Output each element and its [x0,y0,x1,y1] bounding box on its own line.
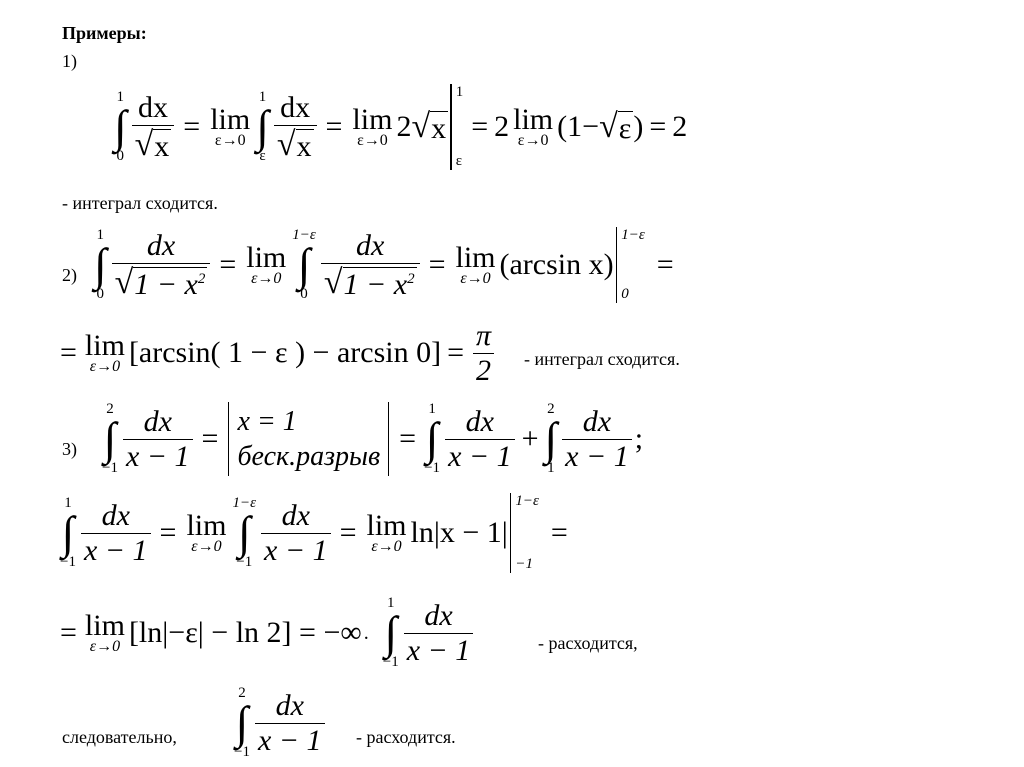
sqrt-epsilon: √ ε [599,108,632,145]
integral-sign: 1 ∫ −1 [382,595,399,670]
integral-sign: 2 ∫ 1 [544,401,558,476]
equals: = [550,516,568,549]
arcsin-expression: (arcsin x) [499,248,614,281]
ln-expression: ln|x − 1| [410,516,508,549]
coefficient: 2 [396,110,412,143]
fraction-dx-sqrtx: dx √ x [132,93,175,162]
integral-sign: 1−ε ∫ 0 [292,227,316,302]
equals: = [471,110,489,143]
fraction-dx-x-1: $\frac{dx}{x - 1}$ [255,691,325,756]
limit: lim ε→0 [513,103,554,149]
integral-sign: 1 ∫ −1 [60,495,76,570]
period: . [363,622,369,644]
equals: = [325,110,343,143]
expression: ) [633,110,644,143]
fraction-dx-sqrt: dx √ $1 - x^2$ [321,231,420,300]
example-2-formula-line-1 [92,222,684,308]
sqrt-x: √ x [411,108,447,145]
equals: = [219,248,237,281]
conclusion-formula [232,680,328,766]
example-3-number: 3) [62,439,77,459]
example-1-note: - интеграл сходится. [62,193,218,213]
limit: lim ε→0 [455,241,496,287]
plus: + [521,422,539,455]
result: 2 [672,110,688,143]
fraction-dx-x-1: $\frac{dx}{x - 1}$ [261,501,331,566]
equals: = [656,248,674,281]
limit: lim ε→0 [210,103,251,149]
example-1-formula [112,82,687,172]
equals: = [447,336,465,369]
example-3-formula-line-1 [100,394,643,484]
expression: (1− [557,110,600,143]
integral-sign: 1 ∫ ε [256,89,269,164]
title: Примеры: [62,23,147,43]
fraction-dx-x-1: $\frac{dx}{x - 1}$ [123,407,193,472]
ln-difference: [ln|−ε| − ln 2] = −∞ [128,616,362,649]
conclusion-text: следовательно, [62,727,177,747]
substitution-bar: 1 ε [450,84,463,170]
substitution-bar: 1−ε 0 [616,227,645,303]
equals: = [159,516,177,549]
example-3-formula-line-3 [60,590,476,676]
equals: = [339,516,357,549]
limit: lim ε→0 [186,509,227,555]
discontinuity-box: x = 1 беск.разрыв [228,402,389,476]
equals: = [399,422,417,455]
integral-sign: 2 ∫ −1 [234,685,250,760]
example-2-note: - интеграл сходится. [524,349,680,369]
limit: lim ε→0 [84,609,125,655]
integral-sign: 1−ε ∫ −1 [232,495,257,570]
limit: lim ε→0 [84,329,125,375]
example-3-divergence-note: - расходится, [538,633,638,653]
equals: = [60,616,77,649]
limit: lim ε→0 [352,103,393,149]
equals: = [428,248,446,281]
integral-sign: 1 ∫ 0 [114,89,127,164]
fraction-dx-sqrt: dx √ $1 - x^2$ [112,231,211,300]
equals: = [649,110,667,143]
example-1-number: 1) [62,51,77,71]
equals: = [201,422,219,455]
fraction-dx-x-1: $\frac{dx}{x - 1}$ [404,601,474,666]
coefficient: 2 [494,110,510,143]
substitution-bar: 1−ε −1 [510,493,539,573]
integral-sign: 1 ∫ 0 [94,227,107,302]
equals: = [60,336,77,369]
equals: = [183,110,201,143]
limit: lim ε→0 [366,509,407,555]
fraction-pi-2: $\frac{\pi}{2}$ [473,321,494,386]
arcsin-difference: [arcsin( 1 − ε ) − arcsin 0] [128,336,442,369]
example-2-number: 2) [62,265,77,285]
fraction-dx-x-1: $\frac{dx}{x - 1}$ [562,407,632,472]
fraction-dx-x-1: $\frac{dx}{x - 1}$ [81,501,151,566]
example-2-formula-line-2 [60,318,497,388]
fraction-dx-x-1: $\frac{dx}{x - 1}$ [445,407,515,472]
fraction-dx-sqrtx: dx √ x [274,93,317,162]
integral-sign: 2 ∫ −1 [102,401,118,476]
example-3-formula-line-2 [58,490,578,576]
semicolon: ; [634,422,644,455]
final-note: - расходится. [356,727,456,747]
limit: lim ε→0 [246,241,287,287]
integral-sign: 1 ∫ −1 [424,401,441,476]
